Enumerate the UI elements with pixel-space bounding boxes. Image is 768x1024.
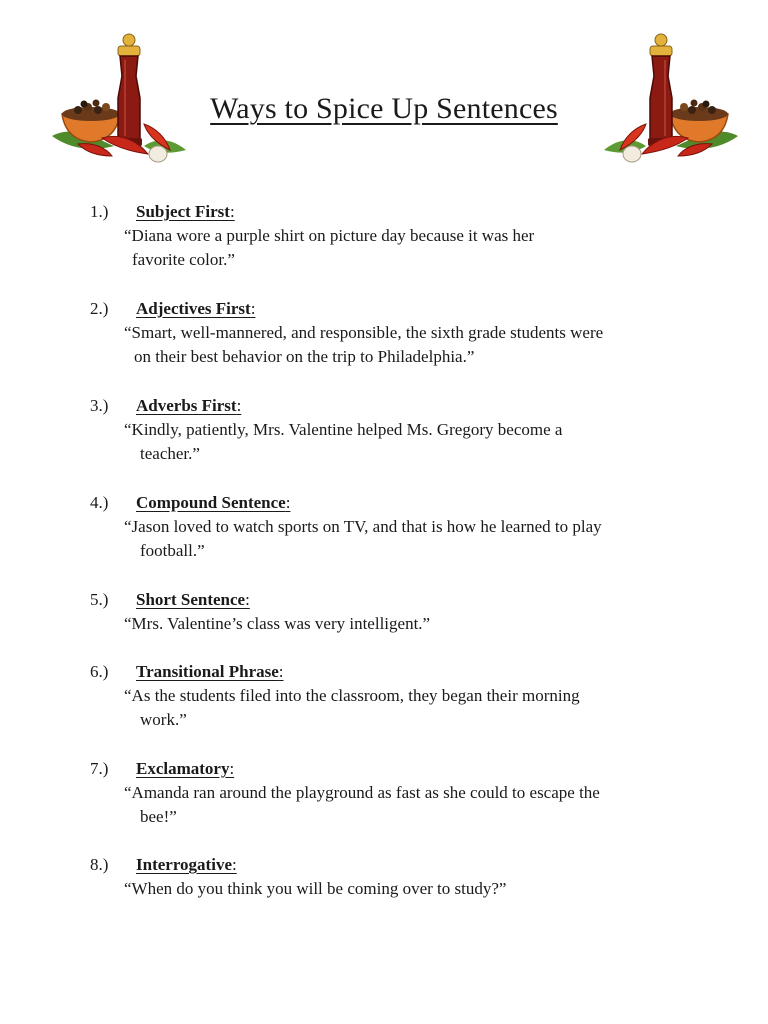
item-heading: Short Sentence: bbox=[136, 590, 250, 609]
pepper-mill-spice-bowl-icon bbox=[596, 28, 746, 168]
item-number: 6.) bbox=[90, 662, 109, 681]
example-sentence-line: teacher.” bbox=[140, 444, 200, 463]
example-sentence-line: work.” bbox=[140, 710, 187, 729]
example-sentence-line: on their best behavior on the trip to Philadelphia.” bbox=[134, 347, 475, 366]
example-sentence-line: “Smart, well-mannered, and responsible, the sixth grade students were bbox=[124, 323, 604, 342]
item-heading: Transitional Phrase: bbox=[136, 662, 284, 681]
item-heading: Adjectives First: bbox=[136, 299, 256, 318]
example-sentence-line: bee!” bbox=[140, 807, 177, 826]
example-sentence-line: football.” bbox=[140, 541, 205, 560]
example-sentence-line: “When do you think you will be coming over to study?” bbox=[124, 879, 507, 898]
example-sentence-line: “Jason loved to watch sports on TV, and that is how he learned to play bbox=[124, 517, 602, 536]
item-number: 2.) bbox=[90, 299, 109, 318]
item-number: 7.) bbox=[90, 759, 109, 778]
example-sentence-line: “As the students filed into the classroom, they began their morning bbox=[124, 686, 580, 705]
item-number: 5.) bbox=[90, 590, 109, 609]
example-sentence-line: “Kindly, patiently, Mrs. Valentine helped Ms. Gregory become a bbox=[124, 420, 563, 439]
item-heading: Compound Sentence: bbox=[136, 493, 291, 512]
example-sentence-line: “Amanda ran around the playground as fast as she could to escape the bbox=[124, 783, 600, 802]
item-number: 8.) bbox=[90, 855, 109, 874]
example-sentence-line: “Mrs. Valentine’s class was very intelligent.” bbox=[124, 614, 431, 633]
example-sentence-line: favorite color.” bbox=[132, 250, 235, 269]
item-heading: Exclamatory: bbox=[136, 759, 235, 778]
item-heading: Subject First: bbox=[136, 202, 235, 221]
page-title: Ways to Spice Up Sentences bbox=[210, 92, 558, 125]
item-heading: Interrogative: bbox=[136, 855, 237, 874]
item-number: 3.) bbox=[90, 396, 109, 415]
item-number: 1.) bbox=[90, 202, 109, 221]
item-heading: Adverbs First: bbox=[136, 396, 242, 415]
item-number: 4.) bbox=[90, 493, 109, 512]
example-sentence-line: “Diana wore a purple shirt on picture day because it was her bbox=[124, 226, 535, 245]
